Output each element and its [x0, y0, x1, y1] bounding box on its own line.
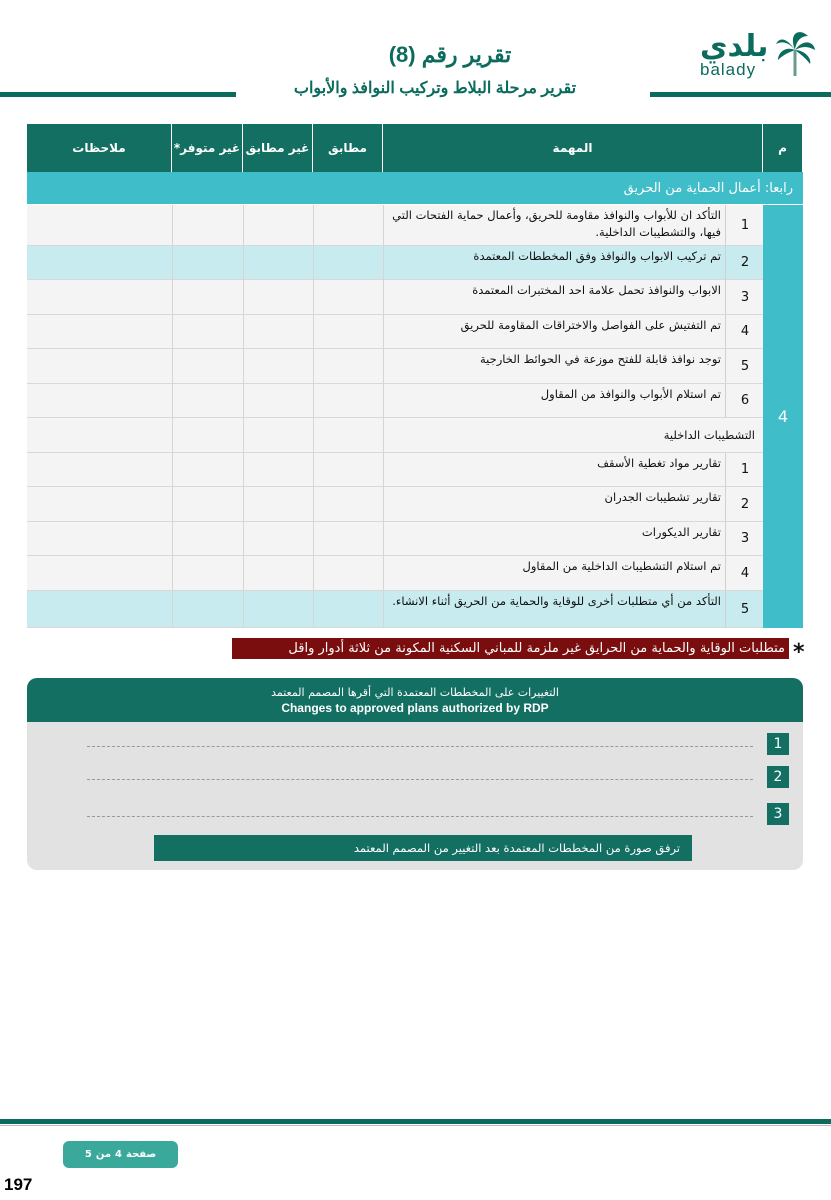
task-text: التأكد من أي متطلبات أخرى للوقاية والحماية من الحريق أثناء الانشاء. [392, 594, 721, 608]
task-text: تقارير الديكورات [641, 525, 721, 539]
row-number: 2 [725, 246, 764, 279]
task-text: توجد نوافذ قابلة للفتح موزعة في الحوائط الخارجية [479, 352, 721, 366]
column-header-notes: ملاحظات [27, 124, 172, 172]
table-row [27, 246, 763, 280]
section-number: 4 [763, 205, 803, 628]
report-title: تقرير رقم (8) [388, 42, 512, 67]
footer-divider-thin [0, 1125, 831, 1126]
row-number: 3 [725, 522, 764, 555]
row-number: 5 [725, 349, 764, 383]
page-of: من [95, 1149, 112, 1160]
row-number: 3 [725, 280, 764, 314]
column-header-unavailable: غير متوفر* [172, 124, 243, 172]
page-total: 5 [84, 1149, 92, 1160]
header-divider-left [0, 92, 236, 97]
page-current: 4 [115, 1149, 122, 1160]
row-number: 4 [725, 556, 764, 590]
change-number-2: 2 [767, 766, 789, 788]
task-text: الابواب والنوافذ تحمل علامة احد المختبرات المعتمدة [472, 283, 721, 297]
logo-english-text: balady [700, 60, 757, 79]
table-row [27, 205, 763, 246]
row-number: 1 [725, 453, 764, 486]
row-number: 1 [725, 205, 764, 245]
table-row [27, 487, 763, 522]
balady-logo [700, 30, 820, 80]
table-row [27, 522, 763, 556]
change-line-1[interactable] [87, 746, 753, 747]
task-text: تم التفتيش على الفواصل والاختراقات المقاومة للحريق [460, 318, 721, 332]
task-text: التأكد ان للأبواب والنوافذ مقاومة للحريق، وأعمال حماية الفتحات التي فيها، والتشطيبات الداخلية. [392, 208, 721, 239]
table-row [27, 315, 763, 349]
note-asterisk: * [793, 640, 805, 665]
changes-title-english: Changes to approved plans authorized by RDP [281, 701, 549, 715]
table-row [27, 556, 763, 591]
column-header-index: م [763, 124, 803, 172]
column-header-noncompliant: غير مطابق [243, 124, 313, 172]
footer-divider [0, 1119, 831, 1124]
table-row [27, 591, 763, 628]
section-title: رابعا: أعمال الحماية من الحريق [27, 172, 803, 205]
report-subtitle: تقرير مرحلة البلاط وتركيب النوافذ والأبواب [293, 80, 577, 97]
page-label: صفحة [126, 1149, 157, 1160]
table-row [27, 349, 763, 384]
header-divider-right [650, 92, 831, 97]
changes-panel [27, 678, 803, 870]
task-text: تم استلام التشطيبات الداخلية من المقاول [522, 559, 721, 573]
row-number: 5 [725, 591, 764, 627]
changes-header [27, 678, 803, 722]
subsection-title: التشطيبات الداخلية [663, 428, 755, 442]
row-number: 4 [725, 315, 764, 348]
column-header-task: المهمة [383, 124, 763, 172]
row-number: 6 [725, 384, 764, 417]
document-page-number: 197 [4, 1175, 33, 1194]
page-indicator [63, 1141, 178, 1168]
changes-title-arabic: التغييرات على المخططات المعتمدة التي أقرها المصمم المعتمد [271, 686, 559, 699]
subsection-row [27, 418, 763, 453]
table-row [27, 384, 763, 418]
task-text: تم تركيب الابواب والنوافذ وفق المخططات المعتمدة [473, 249, 721, 263]
palm-icon [774, 30, 816, 78]
logo-arabic-text: بلدي [700, 29, 769, 64]
change-number-3: 3 [767, 803, 789, 825]
inspection-table [27, 124, 803, 628]
task-text: تقارير تشطيبات الجدران [604, 490, 721, 504]
table-row [27, 453, 763, 487]
attach-instruction: ترفق صورة من المخططات المعتمدة بعد التغيير من المصمم المعتمد [154, 835, 692, 861]
change-line-2[interactable] [87, 779, 753, 780]
task-text: تقارير مواد تغطية الأسقف [597, 456, 721, 470]
column-header-compliant: مطابق [313, 124, 383, 172]
change-number-1: 1 [767, 733, 789, 755]
task-text: تم استلام الأبواب والنوافذ من المقاول [540, 387, 721, 401]
change-line-3[interactable] [87, 816, 753, 817]
fire-protection-note: متطلبات الوقاية والحماية من الحرايق غير ملزمة للمباني السكنية المكونة من ثلاثة أدوار واقل [232, 638, 789, 659]
row-number: 2 [725, 487, 764, 521]
table-row [27, 280, 763, 315]
